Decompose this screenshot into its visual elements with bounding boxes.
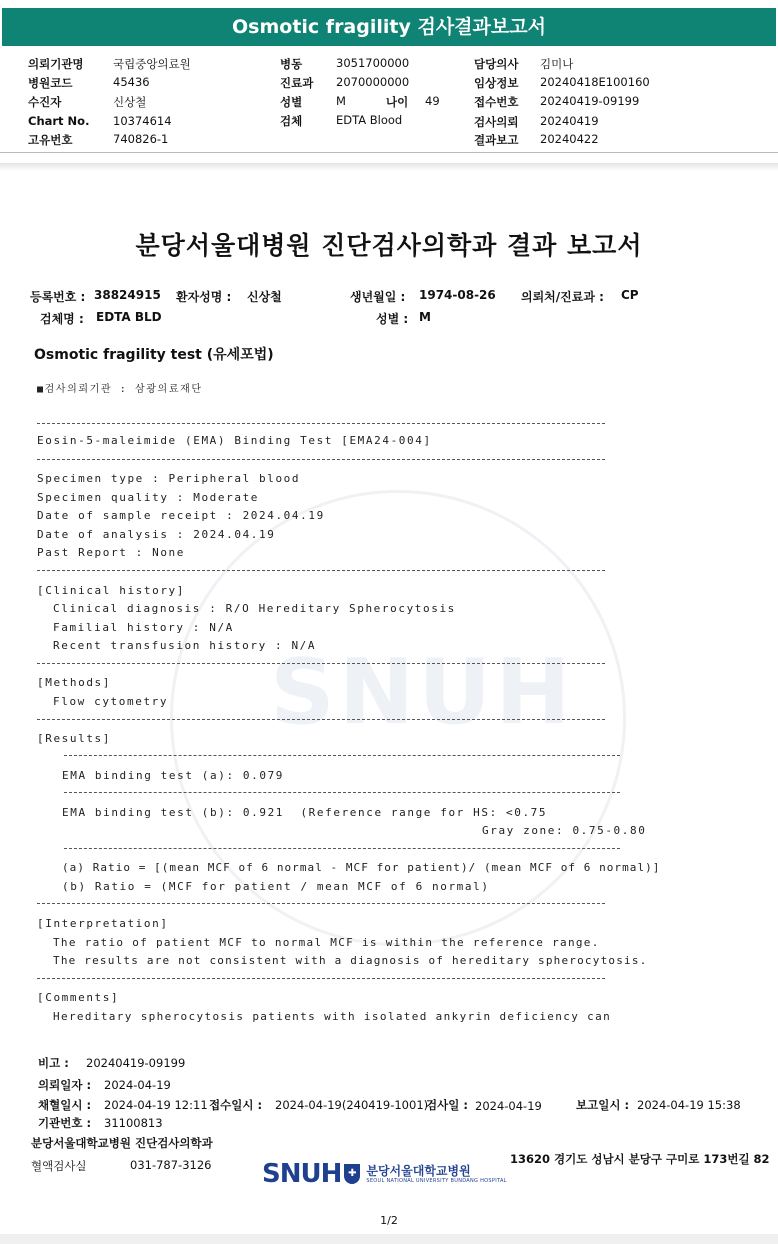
- label-specimen-name: 검체명 :: [40, 312, 84, 326]
- label-patient: 수진자: [28, 95, 62, 109]
- value-collection-time: 2024-04-19 12:11: [104, 1098, 208, 1112]
- transfusion-history: Recent transfusion history : N/A: [53, 639, 317, 652]
- label-request-date: 검사의뢰: [474, 115, 519, 129]
- label-clinical-info: 임상정보: [474, 76, 519, 90]
- label-institution: 의뢰기관명: [28, 57, 84, 71]
- label-test-date: 검사일 :: [426, 1098, 468, 1112]
- analysis-date: Date of analysis : 2024.04.19: [37, 528, 276, 541]
- report-title: 분당서울대병원 진단검사의학과 결과 보고서: [135, 231, 643, 260]
- value-note: 20240419-09199: [86, 1056, 186, 1070]
- label-doctor: 담당의사: [474, 57, 519, 71]
- label-receipt-time: 접수일시 :: [209, 1098, 263, 1112]
- value-referring-dept: CP: [621, 288, 639, 302]
- label-patient-sex: 성별 :: [376, 312, 409, 326]
- dashed-rule: [37, 719, 605, 720]
- value-receipt-time: 2024-04-19(240419-1001): [275, 1098, 429, 1112]
- test-title: Eosin-5-maleimide (EMA) Binding Test [EMA24-004]: [37, 434, 432, 447]
- value-patient-sex: M: [419, 310, 431, 324]
- value-dob: 1974-08-26: [419, 288, 496, 302]
- value-institution: 국립중앙의료원: [113, 57, 191, 71]
- ema-result-b: EMA binding test (b): 0.921 (Reference range for HS: <0.75: [62, 806, 548, 819]
- ratio-b-definition: (b) Ratio = (MCF for patient / mean MCF of 6 normal): [62, 880, 490, 893]
- value-age: 49: [425, 94, 440, 108]
- footer-address: 13620 경기도 성남시 분당구 구미로 173번길 82: [510, 1152, 770, 1166]
- label-unique-no: 고유번호: [28, 133, 73, 147]
- methods-heading: [Methods]: [37, 676, 112, 689]
- clinical-diagnosis: Clinical diagnosis : R/O Hereditary Spherocytosis: [53, 602, 456, 615]
- label-specimen: 검체: [280, 114, 303, 128]
- value-hospital-code: 45436: [113, 75, 150, 89]
- logo-korean-name: 분당서울대학교병원: [366, 1164, 471, 1178]
- value-test-date: 2024-04-19: [475, 1099, 542, 1113]
- footer-lab: 혈액검사실: [31, 1159, 87, 1173]
- label-chart-no: Chart No.: [28, 114, 90, 128]
- label-age: 나이: [386, 95, 409, 109]
- gray-zone: Gray zone: 0.75-0.80: [482, 824, 647, 837]
- value-ward: 3051700000: [336, 56, 410, 70]
- value-chart-no: 10374614: [113, 114, 172, 128]
- value-specimen-name: EDTA BLD: [96, 310, 162, 324]
- label-note: 비고 :: [38, 1056, 69, 1070]
- label-patient-name: 환자성명 :: [176, 290, 232, 304]
- label-report-date: 결과보고: [474, 133, 519, 147]
- value-institution-no: 31100813: [104, 1116, 163, 1130]
- past-report: Past Report : None: [37, 546, 186, 559]
- label-ward: 병동: [280, 57, 303, 71]
- interpretation-line-2: The results are not consistent with a diagnosis of hereditary spherocytosis.: [53, 954, 648, 967]
- label-request-date-footer: 의뢰일자 :: [38, 1078, 92, 1092]
- testing-agency: ■검사의뢰기관 : 삼광의료재단: [37, 384, 203, 395]
- dashed-rule: [37, 459, 605, 460]
- value-doctor: 김미나: [540, 57, 574, 71]
- dashed-rule: [37, 423, 605, 424]
- familial-history: Familial history : N/A: [53, 621, 234, 634]
- value-request-date: 20240419: [540, 114, 599, 128]
- ratio-a-definition: (a) Ratio = [(mean MCF of 6 normal - MCF for patient)/ (mean MCF of 6 normal)]: [62, 861, 661, 874]
- divider: [0, 152, 778, 153]
- label-registration-no: 등록번호 :: [30, 290, 86, 304]
- label-collection-time: 채혈일시 :: [38, 1098, 92, 1112]
- value-request-date-footer: 2024-04-19: [104, 1078, 171, 1092]
- report-header-title: Osmotic fragility 검사결과보고서: [2, 8, 776, 46]
- label-report-time: 보고일시 :: [576, 1098, 630, 1112]
- value-accession-no: 20240419-09199: [540, 94, 640, 108]
- footer-phone: 031-787-3126: [130, 1158, 212, 1172]
- section-title: Osmotic fragility test (유세포법): [34, 347, 274, 363]
- specimen-quality: Specimen quality : Moderate: [37, 491, 260, 504]
- value-clinical-info: 20240418E100160: [540, 75, 650, 89]
- page-number: 1/2: [380, 1214, 398, 1227]
- value-report-date: 20240422: [540, 132, 599, 146]
- value-registration-no: 38824915: [94, 288, 161, 302]
- page-break-shadow: [0, 163, 778, 171]
- dashed-rule: [64, 848, 620, 849]
- interpretation-heading: [Interpretation]: [37, 917, 169, 930]
- value-patient: 신상철: [113, 95, 147, 109]
- dashed-rule: [37, 570, 605, 571]
- label-sex: 성별: [280, 95, 303, 109]
- label-referring-dept: 의뢰처/진료과 :: [521, 290, 604, 304]
- label-accession-no: 접수번호: [474, 95, 519, 109]
- dashed-rule: [64, 755, 620, 756]
- label-institution-no: 기관번호 :: [38, 1116, 92, 1130]
- receipt-date: Date of sample receipt : 2024.04.19: [37, 509, 325, 522]
- hospital-logo: [262, 1158, 507, 1190]
- dashed-rule: [37, 663, 605, 664]
- footer-department: 분당서울대학교병원 진단검사의학과: [31, 1136, 213, 1150]
- value-unique-no: 740826-1: [113, 132, 169, 146]
- logo-english-name: SEOUL NATIONAL UNIVERSITY BUNDANG HOSPITAL: [366, 1178, 507, 1184]
- label-hospital-code: 병원코드: [28, 76, 73, 90]
- dashed-rule: [64, 792, 620, 793]
- results-heading: [Results]: [37, 732, 112, 745]
- value-department: 2070000000: [336, 75, 410, 89]
- value-sex: M: [336, 94, 346, 108]
- value-patient-name: 신상철: [247, 290, 282, 304]
- methods-text: Flow cytometry: [53, 695, 169, 708]
- comments-heading: [Comments]: [37, 991, 120, 1004]
- logo-mark-icon: ✚: [344, 1164, 360, 1184]
- watermark-logo: SNUH: [270, 640, 575, 745]
- comments-text: Hereditary spherocytosis patients with isolated ankyrin deficiency can: [53, 1010, 612, 1023]
- dashed-rule: [37, 903, 605, 904]
- specimen-type: Specimen type : Peripheral blood: [37, 472, 301, 485]
- label-department: 진료과: [280, 76, 314, 90]
- logo-snuh-text: SNUH: [262, 1159, 342, 1189]
- label-dob: 생년월일 :: [350, 290, 406, 304]
- interpretation-line-1: The ratio of patient MCF to normal MCF is within the reference range.: [53, 936, 600, 949]
- value-report-time: 2024-04-19 15:38: [637, 1098, 741, 1112]
- ema-result-a: EMA binding test (a): 0.079: [62, 769, 285, 782]
- value-specimen: EDTA Blood: [336, 113, 403, 127]
- dashed-rule: [37, 978, 605, 979]
- clinical-history-heading: [Clinical history]: [37, 584, 186, 597]
